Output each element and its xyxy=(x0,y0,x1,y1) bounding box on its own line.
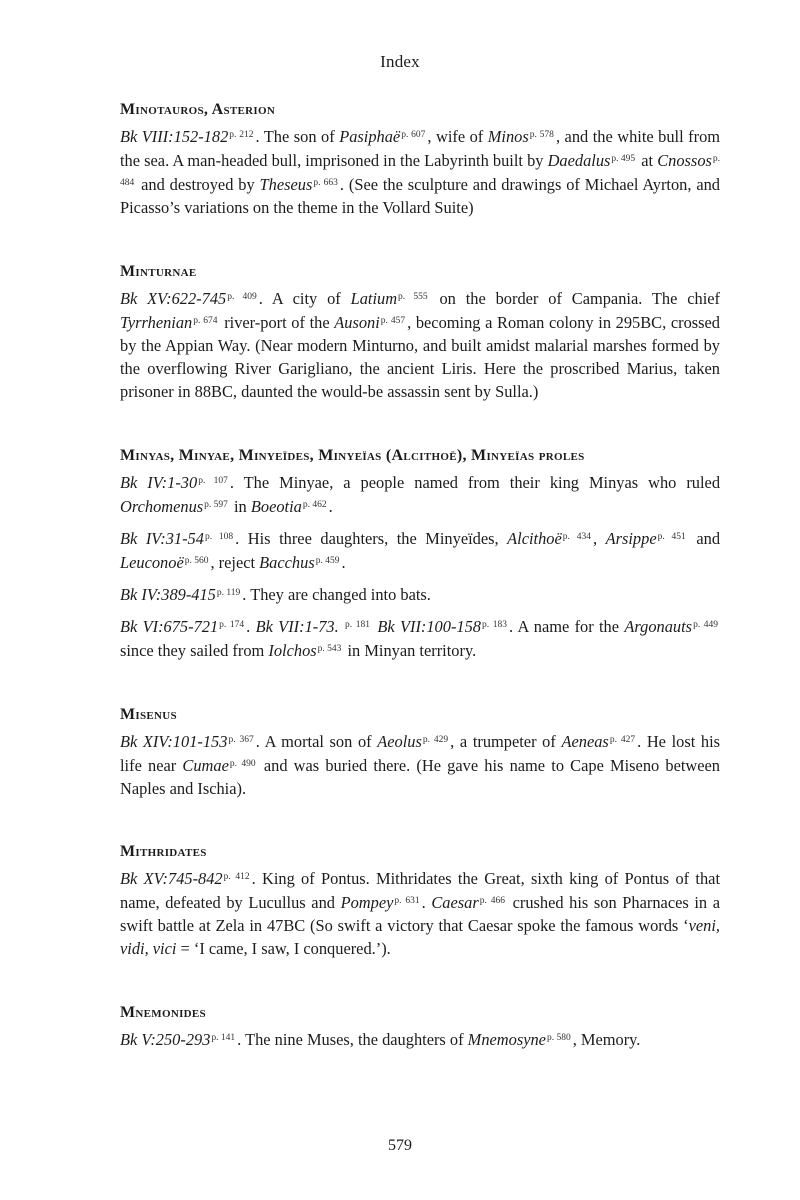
page-ref-link[interactable]: p. 451 xyxy=(657,532,686,542)
page-ref-link[interactable]: p. 434 xyxy=(562,532,591,542)
citation-link[interactable]: Bk XIV:101-153 xyxy=(120,732,228,751)
name-link[interactable]: Arsippe xyxy=(605,529,657,548)
page-ref-link[interactable]: p. 141 xyxy=(211,1033,236,1043)
citation-link[interactable]: Bk VI:675-721 xyxy=(120,617,219,636)
citation-link[interactable]: Bk VIII:152-182 xyxy=(120,127,229,146)
name-link[interactable]: Mnemosyne xyxy=(467,1030,546,1049)
name-link[interactable]: Pasiphaë xyxy=(339,127,401,146)
page-ref-link[interactable]: p. 555 xyxy=(398,292,428,302)
page-ref-link[interactable]: p. 543 xyxy=(317,644,342,654)
page-ref-link[interactable]: p. 597 xyxy=(204,500,228,510)
citation-link[interactable]: Bk IV:1-30 xyxy=(120,473,198,492)
citation-link[interactable]: Bk IV:31-54 xyxy=(120,529,204,548)
entry-paragraph: Bk VI:675-721$^{p. 174}$ . Bk VII:1-73. $^{p. 181}$ Bk VII:100-158$^{p. 183}$ . A name for the Argonauts$^{p. 449}$ since they sailed from Iolchos$^{p. 543}$ in Minyan territory. xyxy=(120,617,719,660)
name-link[interactable]: Tyrrhenian xyxy=(120,313,193,332)
entry-heading: Minturnae xyxy=(120,263,197,280)
page-ref-link[interactable]: p. 412 xyxy=(223,872,250,882)
page-ref-link[interactable]: p. 107 xyxy=(198,476,228,486)
entry-paragraph: Bk IV:1-30$^{p. 107}$ . The Minyae, a people named from their king Minyas who ruled Orchomenus$^{p. 597}$ in Boeotia$^{p. 462}$ . xyxy=(120,473,721,516)
page-ref-link[interactable]: p. 607 xyxy=(401,130,426,140)
page-ref-link[interactable]: p. 449 xyxy=(693,620,719,630)
citation-link[interactable]: Bk VII:100-158 xyxy=(377,617,481,636)
page-ref-link[interactable]: p. 427 xyxy=(609,735,636,745)
page-ref-link[interactable]: p. 490 xyxy=(229,759,256,769)
page-ref-link[interactable]: p. 484 xyxy=(120,154,721,188)
page-ref-link[interactable]: p. 457 xyxy=(380,316,406,326)
index-entry-minturnae xyxy=(120,263,720,411)
index-entry-mithridates xyxy=(120,843,720,968)
entry-paragraph: Bk XV:622-745$^{p. 409}$ . A city of Latium$^{p. 555}$ on the border of Campania. The chief Tyrrhenian$^{p. 674}$ river-port of the Ausoni$^{p. 457}$ , becoming a Roman colony in 295BC, crossed by the Appian Way. (Near modern Minturno, and built amidst malarial marshes formed by the overflowing River Garigliano, the ancient Liris. Here the proscribed Marius, taken prisoner in 88BC, daunted the would-be assassin sent by Sulla.) xyxy=(120,289,721,401)
citation-link[interactable]: Bk VII:1-73. xyxy=(255,617,345,636)
entry-paragraph: Bk VIII:152-182$^{p. 212}$ . The son of Pasiphaë$^{p. 607}$ , wife of Minos$^{p. 578}$ , and the white bull from the sea. A man-headed bull, imprisoned in the Labyrinth built by Daedalus$^{p. 495}$ at Cnossos$^{p. 484}$ and destroyed by Theseus$^{p. 663}$ . (See the sculpture and drawings of Michael Ayrton, and Picasso’s variations on the theme in the Vollard Suite) xyxy=(120,127,721,217)
name-link[interactable]: Argonauts xyxy=(624,617,693,636)
name-link[interactable]: Caesar xyxy=(431,893,479,912)
page-ref-link[interactable]: p. 108 xyxy=(204,532,234,542)
page-ref-link[interactable]: p. 367 xyxy=(228,735,254,745)
latin-quote: veni, vidi, vici xyxy=(120,916,720,958)
index-entry-minotauros xyxy=(120,101,720,227)
entry-heading: Minotauros, Asterion xyxy=(120,101,276,118)
page-ref-link[interactable]: p. 212 xyxy=(229,130,254,140)
page-ref-link[interactable]: p. 663 xyxy=(313,178,338,188)
citation-link[interactable]: Bk XV:745-842 xyxy=(120,869,223,888)
name-link[interactable]: Latium xyxy=(350,289,398,308)
name-link[interactable]: Ausoni xyxy=(334,313,380,332)
page-ref-link[interactable]: p. 674 xyxy=(193,316,218,326)
entry-heading: Misenus xyxy=(120,706,177,723)
name-link[interactable]: Cumae xyxy=(182,756,229,775)
index-entry-misenus xyxy=(120,706,720,808)
name-link[interactable]: Iolchos xyxy=(268,641,317,660)
page-ref-link[interactable]: p. 181 xyxy=(345,620,371,630)
name-link[interactable]: Daedalus xyxy=(547,151,611,170)
page-ref-link[interactable]: p. 495 xyxy=(611,154,636,164)
page-ref-link[interactable]: p. 466 xyxy=(479,896,505,906)
page-number: 579 xyxy=(388,1137,412,1154)
entry-heading: Minyas, Minyae, Minyeïdes, Minyeïas (Alcithoë), Minyeïas proles xyxy=(120,447,585,464)
name-link[interactable]: Aeneas xyxy=(561,732,609,751)
name-link[interactable]: Minos xyxy=(487,127,529,146)
citation-link[interactable]: Bk IV:389-415 xyxy=(120,585,216,604)
entry-paragraph: Bk V:250-293$^{p. 141}$ . The nine Muses, the daughters of Mnemosyne$^{p. 580}$ , Memory. xyxy=(120,1030,641,1049)
entry-paragraph: Bk IV:31-54$^{p. 108}$ . His three daughters, the Minyeïdes, Alcithoë$^{p. 434}$ , Arsippe$^{p. 451}$ and Leuconoë$^{p. 560}$ , reject Bacchus$^{p. 459}$ . xyxy=(120,529,721,572)
page-ref-link[interactable]: p. 462 xyxy=(302,500,327,510)
name-link[interactable]: Orchomenus xyxy=(120,497,204,516)
entry-heading: Mnemonides xyxy=(120,1004,206,1021)
name-link[interactable]: Pompey xyxy=(340,893,394,912)
name-link[interactable]: Bacchus xyxy=(259,553,315,572)
citation-link[interactable]: Bk XV:622-745 xyxy=(120,289,227,308)
entry-paragraph: Bk IV:389-415$^{p. 119}$ . They are changed into bats. xyxy=(120,585,431,604)
page-ref-link[interactable]: p. 580 xyxy=(546,1033,571,1043)
page-ref-link[interactable]: p. 560 xyxy=(184,556,209,566)
page-ref-link[interactable]: p. 119 xyxy=(216,588,241,598)
page-ref-link[interactable]: p. 578 xyxy=(529,130,554,140)
page-header-title: Index xyxy=(380,52,420,71)
index-entry-mnemonides xyxy=(120,1004,720,1059)
entry-paragraph: Bk XIV:101-153$^{p. 367}$ . A mortal son of Aeolus$^{p. 429}$ , a trumpeter of Aeneas$^{p. 427}$ . He lost his life near Cumae$^{p. 490}$ and was buried there. (He gave his name to Cape Miseno between Naples and Ischia). xyxy=(120,732,721,798)
name-link[interactable]: Aeolus xyxy=(377,732,422,751)
name-link[interactable]: Leuconoë xyxy=(120,553,184,572)
page-ref-link[interactable]: p. 183 xyxy=(482,620,507,630)
index-entry-minyas xyxy=(120,447,720,670)
page-ref-link[interactable]: p. 459 xyxy=(315,556,340,566)
entry-paragraph: Bk XV:745-842$^{p. 412}$ . King of Pontus. Mithridates the Great, sixth king of Pontus of that name, defeated by Lucullus and Pompey$^{p. 631}$ . Caesar$^{p. 466}$ crushed his son Pharnaces in a swift battle at Zela in 47BC (So swift a victory that Caesar spoke the famous words ‘veni, vidi, vici = ‘I came, I saw, I conquered.’). xyxy=(120,869,721,958)
name-link[interactable]: Theseus xyxy=(259,175,313,194)
name-link[interactable]: Cnossos xyxy=(657,151,712,170)
page-ref-link[interactable]: p. 631 xyxy=(394,896,420,906)
citation-link[interactable]: Bk V:250-293 xyxy=(120,1030,211,1049)
name-link[interactable]: Boeotia xyxy=(250,497,302,516)
page-ref-link[interactable]: p. 429 xyxy=(422,735,449,745)
name-link[interactable]: Alcithoë xyxy=(507,529,562,548)
page-ref-link[interactable]: p. 409 xyxy=(227,292,257,302)
entry-heading: Mithridates xyxy=(120,843,207,860)
page-ref-link[interactable]: p. 174 xyxy=(219,620,245,630)
